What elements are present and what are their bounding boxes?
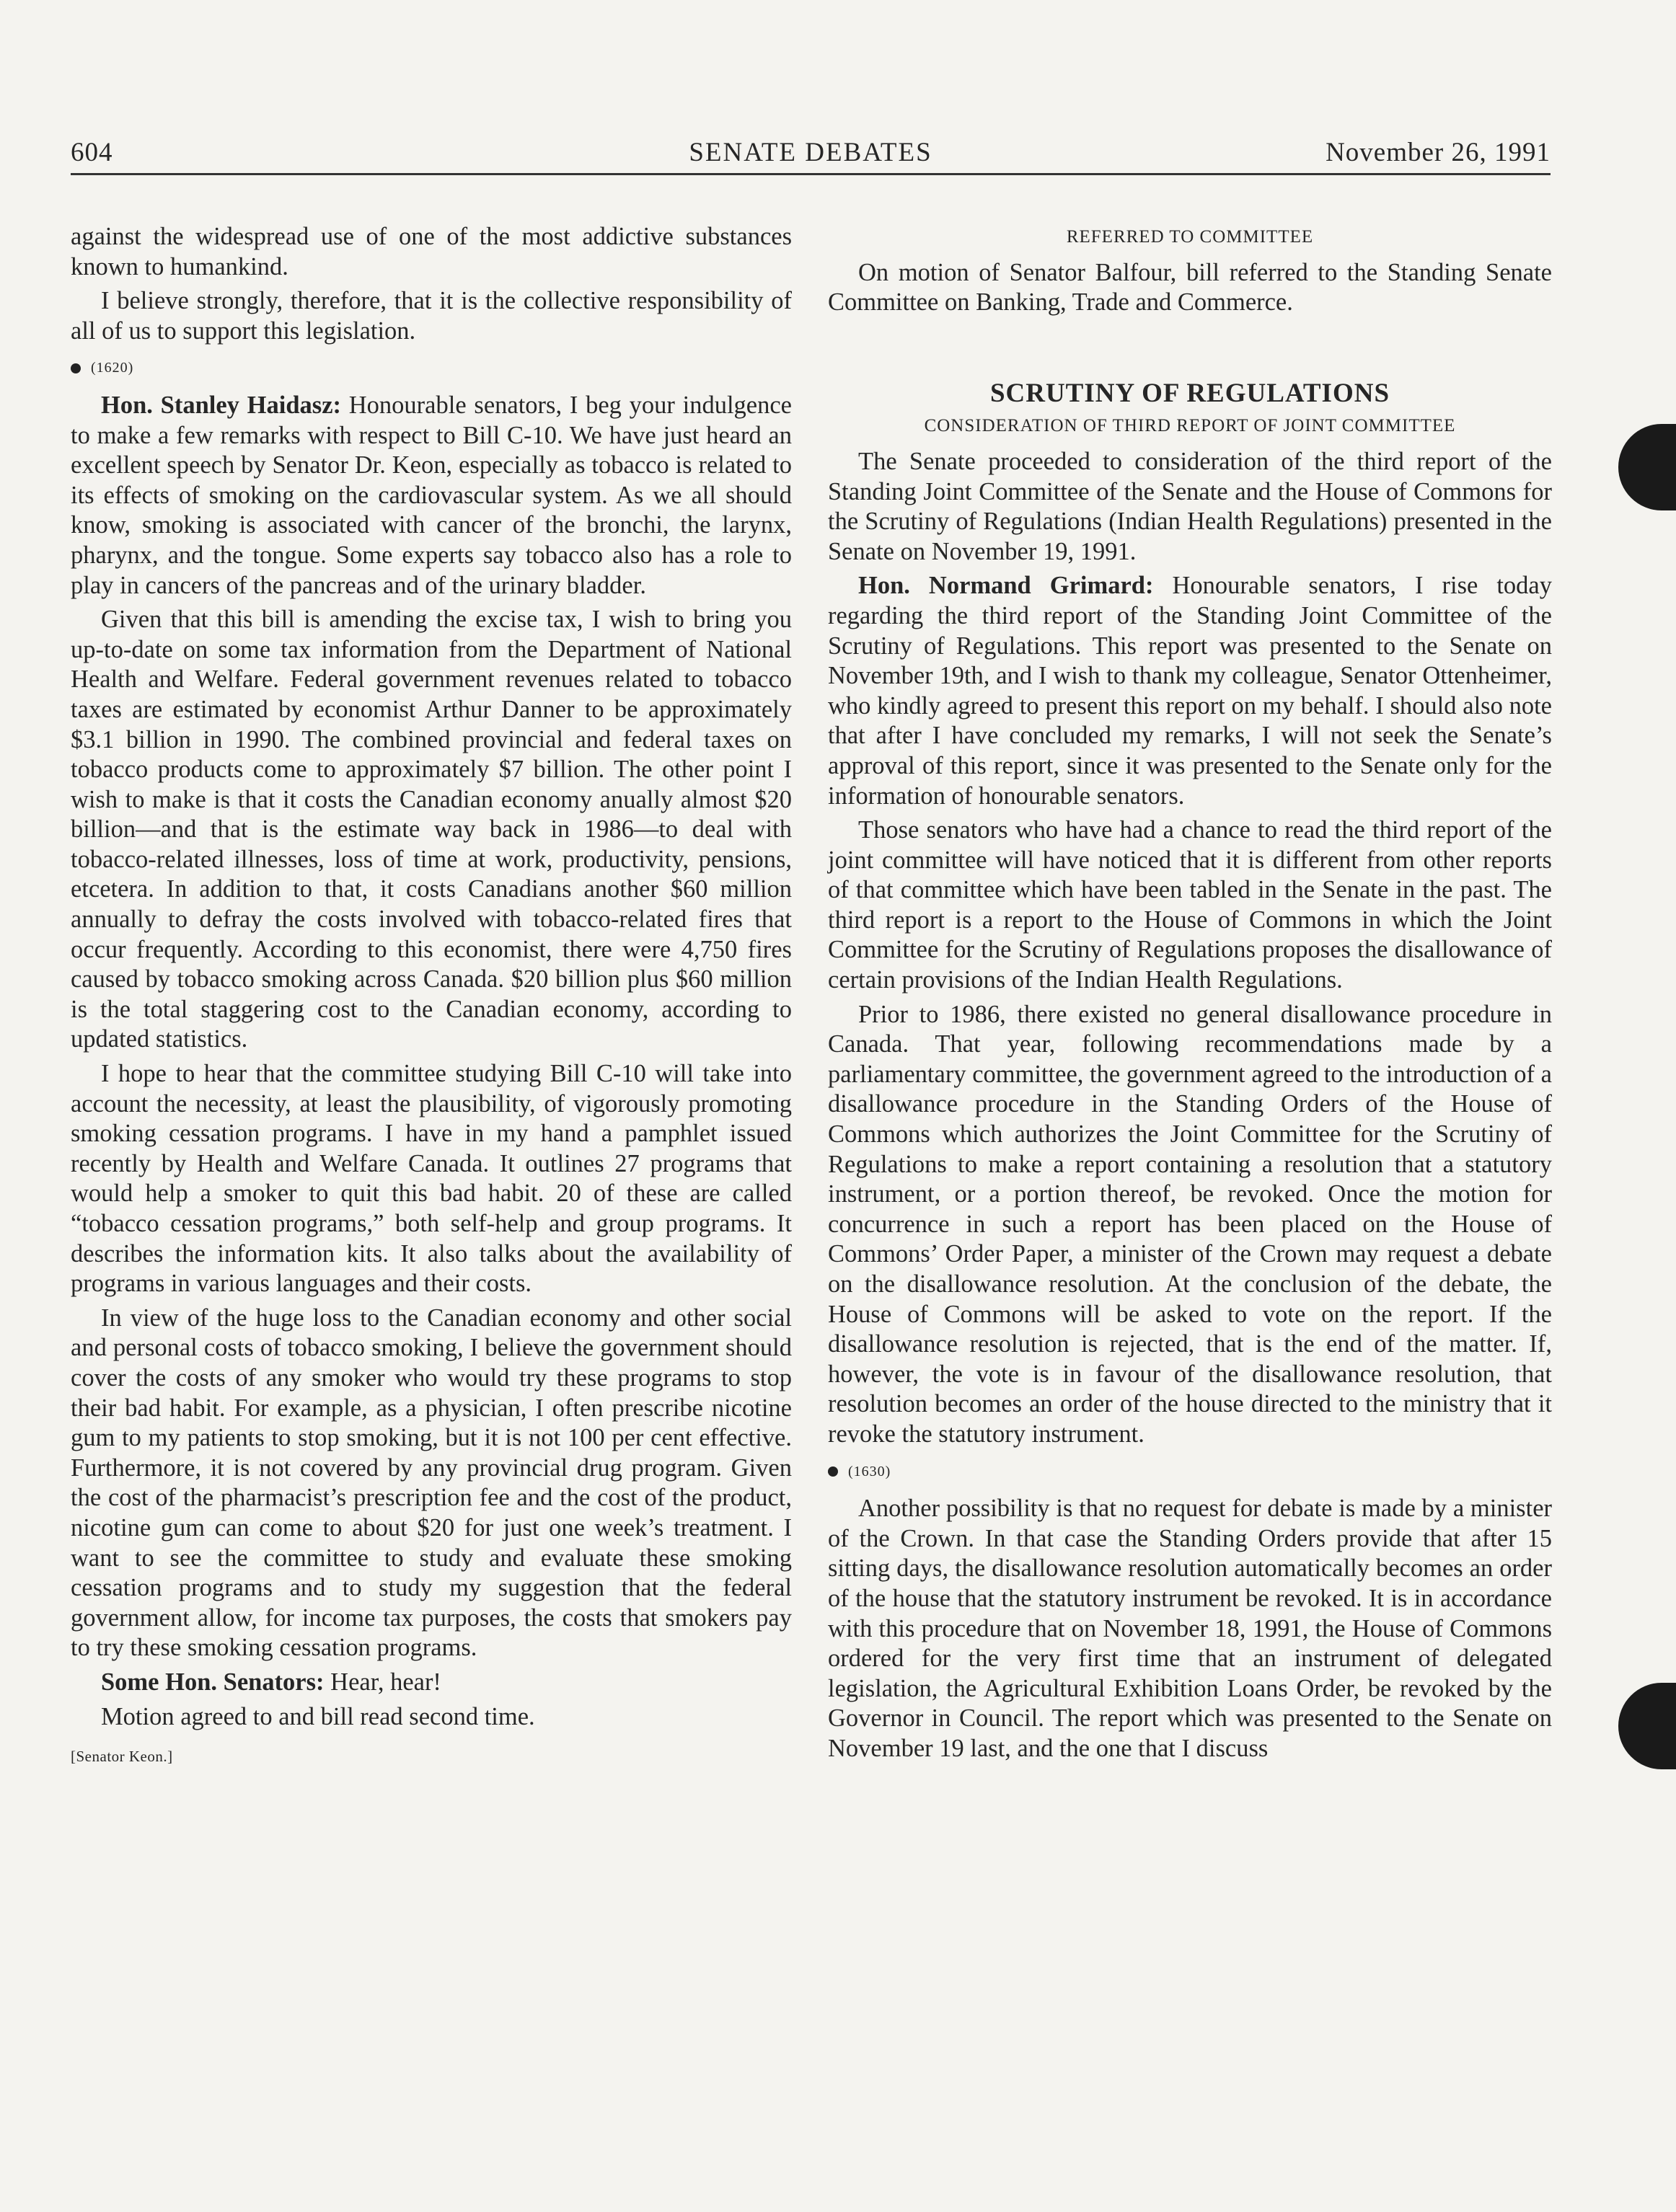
binder-hole-icon <box>1618 424 1676 510</box>
paragraph <box>71 391 792 601</box>
speaker-name: Hon. Normand Grimard: <box>858 572 1154 600</box>
paragraph: I hope to hear that the committee studying Bill C-10 will take into account the necessity, at least the plausibility, of vigorously promoting smoking cessation programs. I have in my hand a pamphlet issued recently by Health and Welfare Canada. It outlines 27 programs that would help a smoker to quit this bad habit. 20 of these are called “tobacco cessation programs,” both self-help and group programs. It describes the information kits. It also talks about the availability of programs in various languages and their costs. <box>71 1060 792 1298</box>
time-marker-label: (1630) <box>848 1463 891 1479</box>
paragraph: against the widespread use of one of the most addictive substances known to humankind. <box>71 223 792 280</box>
speech-text: Honourable senators, I beg your indulgence to make a few remarks with respect to Bill C-10. We have just heard an excellent speech by Senator Dr. Keon, especially as tobacco is related to its effects of smoking on the cardiovascular system. As we all should know, smoking is associated with cancer of the bronchi, the larynx, pharynx, and the tongue. Some experts say tobacco also has a role to play in cancers of the pancreas and of the urinary bladder. <box>71 391 792 599</box>
speech-text: Hear, hear! <box>324 1668 441 1696</box>
left-column <box>71 222 792 1772</box>
speech-text: Honourable senators, I rise today regarding the third report of the Standing Joint Committee of the Scrutiny of Regulations. This report was presented to the Senate on November 19th, and I wish to thank my colleague, Senator Ottenheimer, who kindly agreed to present this report on my behalf. I should also note that after I have concluded my remarks, I will not seek the Senate’s approval of this report, since it was presented to the Senate only for the information of honourable senators. <box>828 572 1552 810</box>
time-marker <box>828 1457 1552 1487</box>
time-marker-label: (1620) <box>91 360 134 376</box>
section-heading: SCRUTINY OF REGULATIONS <box>989 378 1390 408</box>
paragraph: Those senators who have had a chance to read the third report of the joint committee will have noticed that it is different from other reports of that committee which have been tabled in the Senate in the past. The third report is a report to the House of Commons in which the Joint Committee for the Scrutiny of Regulations proposes the disallowance of certain provisions of the Indian Health Regulations. <box>828 816 1552 994</box>
publication-title: SENATE DEBATES <box>689 138 932 167</box>
speaker-name: Some Hon. Senators: <box>101 1668 325 1696</box>
right-column <box>828 222 1552 1769</box>
paragraph <box>828 571 1552 811</box>
publication-date: November 26, 1991 <box>1326 138 1551 167</box>
binder-hole-icon <box>1618 1683 1676 1769</box>
bullet-dot-icon <box>828 1466 838 1477</box>
section-subheading: CONSIDERATION OF THIRD REPORT OF JOINT COMMITTEE <box>924 416 1456 436</box>
page-header <box>71 134 1551 174</box>
page-number: 604 <box>71 138 113 167</box>
speaker-name: Hon. Stanley Haidasz: <box>101 391 342 419</box>
section-subheading: REFERRED TO COMMITTEE <box>1066 227 1314 247</box>
paragraph <box>71 1668 792 1698</box>
paragraph: In view of the huge loss to the Canadian economy and other social and personal costs of tobacco smoking, I believe the government should cover the costs of any smoker who would try these programs to stop their bad habit. For example, as a physician, I often prescribe nicotine gum to my patients to stop smoking, but it is not 100 per cent effective. Furthermore, it is not covered by any provincial drug program. Given the cost of the pharmacist’s prescription fee and the cost of the product, nicotine gum can come to about $20 for just one week’s treatment. I want to see the committee to study and evaluate these smoking cessation programs and to study my suggestion that the federal government allow, for income tax purposes, the costs that smokers pay to try these smoking cessation programs. <box>71 1304 792 1662</box>
paragraph: Another possibility is that no request for debate is made by a minister of the Crown. In that case the Standing Orders provide that after 15 sitting days, the disallowance resolution automatically becomes an order of the house that the statutory instrument be revoked. It is in accordance with this procedure that on November 18, 1991, the House of Commons ordered for the very first time that an instrument of delegated legislation, the Agricultural Exhibition Loans Order, be revoked by the Governor in Council. The report which was presented to the Senate on November 19 last, and the one that I discuss <box>828 1495 1552 1762</box>
paragraph: On motion of Senator Balfour, bill referred to the Standing Senate Committee on Banking, Trade and Commerce. <box>828 258 1552 317</box>
paragraph: I believe strongly, therefore, that it is the collective responsibility of all of us to support this legislation. <box>71 287 792 345</box>
header-rule <box>71 173 1551 175</box>
paragraph: Given that this bill is amending the excise tax, I wish to bring you up-to-date on some tax information from the Department of National Health and Welfare. Federal government revenues related to tobacco taxes are estimated by economist Arthur Danner to be approximately $3.1 billion in 1990. The combined provincial and federal taxes on tobacco products come to approximately $7 billion. The other point I wish to make is that it costs the Canadian economy anually almost $20 billion—and that is the estimate way back in 1986—to deal with tobacco-related illnesses, loss of time at work, productivity, pensions, etcetera. In addition to that, it costs Canadians another $60 million annually to defray the costs involved with tobacco-related fires that occur frequently. According to this economist, there were 4,750 fires caused by tobacco smoking across Canada. $20 billion plus $60 million is the total staggering cost to the Canadian economy, according to updated statistics. <box>71 606 792 1053</box>
bullet-dot-icon <box>71 363 81 373</box>
paragraph: The Senate proceeded to consideration of the third report of the Standing Joint Committee of the Senate and the House of Commons for the Scrutiny of Regulations (Indian Health Regulations) presented in the Senate on November 19, 1991. <box>828 447 1552 565</box>
attribution: [Senator Keon.] <box>71 1748 173 1766</box>
paragraph: Prior to 1986, there existed no general disallowance procedure in Canada. That year, following recommendations made by a parliamentary committee, the government agreed to the introduction of a disallowance procedure in the Standing Orders of the House of Commons which authorizes the Joint Committee for the Scrutiny of Regulations to make a report containing a resolution that a statutory instrument, or a portion thereof, be revoked. Once the motion for concurrence in such a report has been placed on the House of Commons’ Order Paper, a minister of the Crown may request a debate on the disallowance resolution. At the conclusion of the debate, the House of Commons will be asked to vote on the report. If the disallowance resolution is rejected, that is the end of the matter. If, however, the vote is in favour of the disallowance resolution, that resolution becomes an order of the house directed to the ministry that it revoke the statutory instrument. <box>828 1000 1552 1448</box>
time-marker <box>71 353 792 384</box>
paragraph: Motion agreed to and bill read second time. <box>101 1702 535 1730</box>
